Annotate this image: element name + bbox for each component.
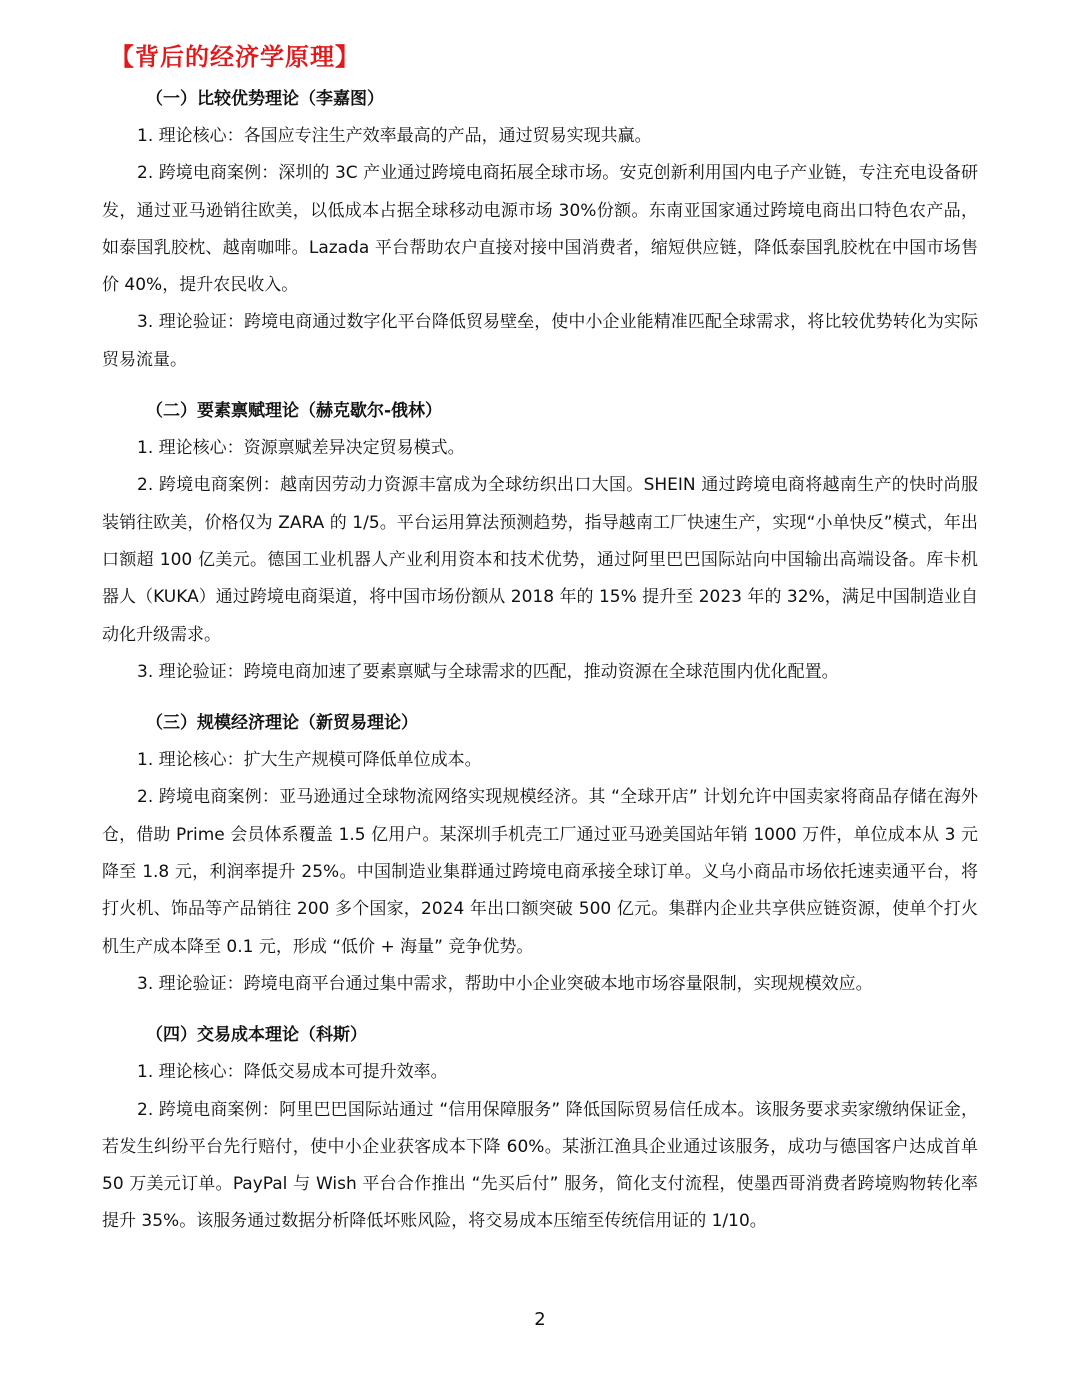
section-comparative-advantage — [102, 86, 978, 379]
paragraph: 2. 跨境电商案例：亚马逊通过全球物流网络实现规模经济。其 “全球开店” 计划允许中国卖家将商品存储在海外仓，借助 Prime 会员体系覆盖 1.5 亿用户。某深圳手机壳工厂通过亚马逊美国站年销 1000 万件，单位成本从 3 元降至 1.8 元，利润率提升 25%。中国制造业集群通过跨境电商承接全球订单。义乌小商品市场依托速卖通平台，将打火机、饰品等产品销往 200 多个国家，2024 年出口额突破 500 亿元。集群内企业共享供应链资源，使单个打火机生产成本降至 0.1 元，形成 “低价 + 海量” 竞争优势。 — [102, 787, 978, 957]
section-title: （二）要素禀赋理论（赫克歇尔-俄林） — [146, 401, 443, 422]
paragraph: 3. 理论验证：跨境电商平台通过集中需求，帮助中小企业突破本地市场容量限制，实现规模效应。 — [137, 973, 873, 994]
section-economies-of-scale — [102, 710, 978, 1003]
section-title: （三）规模经济理论（新贸易理论） — [146, 713, 418, 734]
paragraph: 3. 理论验证：跨境电商通过数字化平台降低贸易壁垒，使中小企业能精准匹配全球需求，将比较优势转化为实际贸易流量。 — [102, 312, 978, 370]
section-title: （一）比较优势理论（李嘉图） — [146, 89, 384, 109]
section-title: （四）交易成本理论（科斯） — [146, 1025, 367, 1046]
paragraph: 1. 理论核心：扩大生产规模可降低单位成本。 — [137, 750, 482, 771]
paragraph: 2. 跨境电商案例：越南因劳动力资源丰富成为全球纺织出口大国。SHEIN 通过跨境电商将越南生产的快时尚服装销往欧美，价格仅为 ZARA 的 1/5。平台运用算法预测趋势，指导越南工厂快速生产，实现“小单快反”模式，年出口额超 100 亿美元。德国工业机器人产业利用资本和技术优势，通过阿里巴巴国际站向中国输出高端设备。库卡机器人（KUKA）通过跨境电商渠道，将中国市场份额从 2018 年的 15% 提升至 2023 年的 32%，满足中国制造业自动化升级需求。 — [102, 475, 978, 645]
paragraph: 2. 跨境电商案例：深圳的 3C 产业通过跨境电商拓展全球市场。安克创新利用国内电子产业链，专注充电设备研发，通过亚马逊销往欧美，以低成本占据全球移动电源市场 30%份额。东南亚国家通过跨境电商出口特色农产品，如泰国乳胶枕、越南咖啡。Lazada 平台帮助农户直接对接中国消费者，缩短供应链，降低泰国乳胶枕在中国市场售价 40%，提升农民收入。 — [102, 163, 978, 296]
paragraph: 1. 理论核心：降低交易成本可提升效率。 — [137, 1062, 448, 1083]
paragraph: 2. 跨境电商案例：阿里巴巴国际站通过 “信用保障服务” 降低国际贸易信任成本。该服务要求卖家缴纳保证金，若发生纠纷平台先行赔付，使中小企业获客成本下降 60%。某浙江渔具企业通过该服务，成功与德国客户达成首单 50 万美元订单。PayPal 与 Wish 平台合作推出 “先买后付” 服务，简化支付流程，使墨西哥消费者跨境购物转化率提升 35%。该服务通过数据分析降低坏账风险，将交易成本压缩至传统信用证的 1/10。 — [102, 1099, 978, 1232]
section-factor-endowment — [102, 398, 978, 691]
paragraph: 1. 理论核心：资源禀赋差异决定贸易模式。 — [137, 438, 465, 459]
paragraph: 3. 理论验证：跨境电商加速了要素禀赋与全球需求的匹配，推动资源在全球范围内优化配置。 — [137, 661, 839, 682]
section-transaction-cost — [102, 1022, 978, 1240]
page-number: 2 — [534, 1309, 546, 1330]
paragraph: 1. 理论核心：各国应专注生产效率最高的产品，通过贸易实现共赢。 — [137, 126, 652, 146]
document-heading: 【背后的经济学原理】 — [110, 42, 360, 71]
